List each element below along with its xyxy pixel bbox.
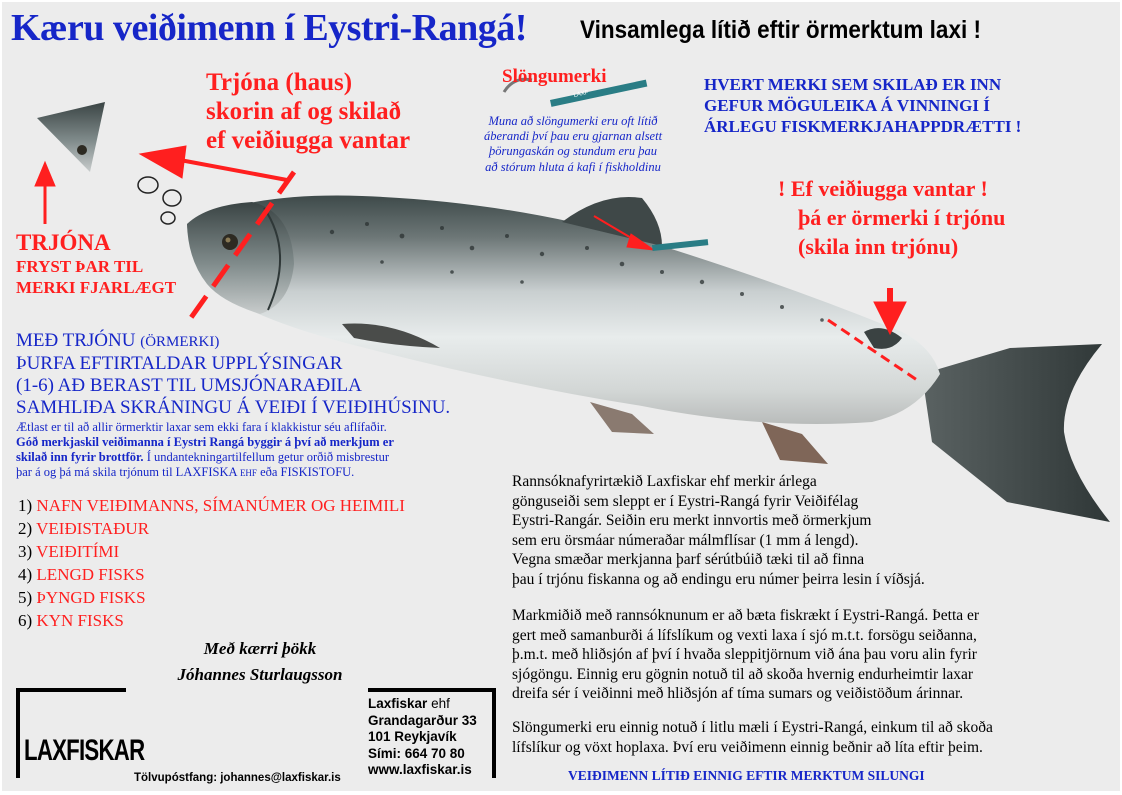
signoff-line: Með kærri þökk [203,639,317,658]
company-suffix-small: EHF [239,468,257,478]
with-snout-paren: (ÖRMERKI) [140,334,220,350]
with-snout-note: eða FISKISTOFU. [256,465,355,479]
with-snout-bold: skilað inn fyrir brottför. [16,450,144,464]
company-logo [16,688,145,778]
list-item: 6) KYN FISKS [18,611,124,630]
fin-note-line: þá er örmerki í trjónu [798,205,1006,230]
logo-text: LAXFISKAR [24,734,145,767]
company-address: Grandagarður 33 [368,712,477,728]
company-info [368,688,496,778]
fin-note [778,174,1005,261]
with-snout-bold: Góð merkjaskil veiðimanna í Eystri Rangá byggir á því að merkjum er [16,435,394,449]
lottery-line: HVERT MERKI SEM SKILAÐ ER INN [704,75,1002,94]
company-suffix: ehf [431,696,450,711]
snout-label-line: FRYST ÞAR TIL [16,257,144,276]
bubbles [138,177,181,224]
tube-tag-note-line: áberandi því þau eru gjarnan alsett [483,129,663,144]
list-item: 2) VEIÐISTAÐUR [18,519,150,538]
snout-cut-line: ef veiðiugga vantar [206,127,411,154]
fin-note-line: (skila inn trjónu) [798,234,959,259]
body-paragraph: Markmiðið með rannsóknunum er að bæta fiskrækt í Eystri-Rangá. Þetta er gert með samanburði á lífslíkum og vexti laxa í sjó m.t.t. forsögu seiðanna, þ.m.t. með hliðsjón af því í hvaða sleppitjörnum við ána þau voru alin fyrir sjógöngu. Einnig eru gögnin notuð til að skoða hvernig endurheimtir laxar dreifa sér í veiðinni með hliðsjón af tíma sumars og veiðistöðum árinnar. [512,607,980,703]
footer-note: VEIÐIMENN LÍTIÐ EINNIG EFTIR MERKTUM SILUNGI [568,768,925,783]
snout-label-heading: TRJÓNA [16,230,111,255]
list-item: 5) ÞYNGD FISKS [18,588,146,607]
page-title: Kæru veiðimenn í Eystri-Rangá! [11,7,527,49]
page-subtitle: Vinsamlega lítið eftir örmerktum laxi ! [580,16,981,44]
fin-note-line: ! Ef veiðiugga vantar ! [778,176,988,201]
snout-cut-line: skorin af og skilað [206,98,402,125]
with-snout-line: (1-6) AÐ BERAST TIL UMSJÓNARAÐILA [16,375,362,396]
list-item: 3) VEIÐITÍMI [18,542,120,561]
fish-eye [222,234,238,250]
with-snout-note: Í undantekningartilfellum getur orðið misbrestur [143,450,389,464]
anal-fin [762,422,828,464]
body-paragraph: Rannsóknafyrirtækið Laxfiskar ehf merkir árlega gönguseiði sem sleppt er í Eystri-Rangá fyrir Veiðifélag Eystri-Rangár. Seiðin eru merkt innvortis með örmerkjum sem eru örsmáar númeraðar málmflísar (1 mm á lengd). Vegna smæðar merkjanna þarf sérútbúið tæki til að finna þau í trjónu fiskanna og að endingu eru númer þeirra lesin í víðsjá. [512,473,925,588]
company-email[interactable]: Tölvupóstfang: johannes@laxfiskar.is [134,772,341,784]
body-paragraph: Slöngumerki eru einnig notuð í litlu mæli í Eystri-Rangá, einkum til að skoða lífslíkur og vöxt hoplaxa. Því eru veiðimenn einnig beðnir að líta eftir þeim. [512,719,993,756]
snout-label-line: MERKI FJARLÆGT [16,278,177,297]
with-snout-note: Ætlast er til að allir örmerktir laxar sem ekki fara í klakkistur séu aflífaðir. [16,420,387,434]
poster [2,2,1120,791]
tube-tag-title: Slöngumerki [502,66,607,87]
pelvic-fin [590,402,654,434]
signoff [142,636,378,688]
tube-tag-note-line: þörungaskán og stundum eru þau [488,144,658,159]
with-snout-block [16,330,450,481]
tube-tag-note-line: Muna að slöngumerki eru oft lítið [488,114,658,128]
with-snout-heading: MEÐ TRJÓNU [16,330,136,351]
tube-tag-note-line: að stórum hluta á kafi í fiskholdinu [485,159,661,174]
with-snout-line: ÞURFA EFTIRTALDAR UPPLÝSINGAR [16,353,343,374]
tube-tag-note [458,114,688,175]
lottery-line: ÁRLEGU FISKMERKJAHAPPDRÆTTI ! [704,117,1022,136]
signoff-line: Jóhannes Sturlaugsson [177,665,343,684]
company-website[interactable]: www.laxfiskar.is [368,762,472,777]
svg-text:LAXF: LAXF [573,89,590,99]
snout-label [16,230,176,298]
list-item: 4) LENGD FISKS [18,565,145,584]
snout-cut-line: Trjóna (haus) [206,69,353,96]
list-item: 1) NAFN VEIÐIMANNS, SÍMANÚMER OG HEIMILI [18,496,405,515]
lottery-line: GEFUR MÖGULEIKA Á VINNINGI Í [704,96,990,115]
with-snout-note: þar á og þá má skila trjónum til LAXFISKA [16,465,237,479]
company-phone: Sími: 664 70 80 [368,745,465,761]
company-address: 101 Reykjavík [368,729,457,744]
with-snout-line: SAMHLIÐA SKRÁNINGU Á VEIÐI Í VEIÐIHÚSINU. [16,397,451,418]
company-name: Laxfiskar [368,696,428,711]
snout-cut-note [206,68,410,155]
lottery-note [704,74,1021,137]
snout-thumbnail [37,102,105,172]
